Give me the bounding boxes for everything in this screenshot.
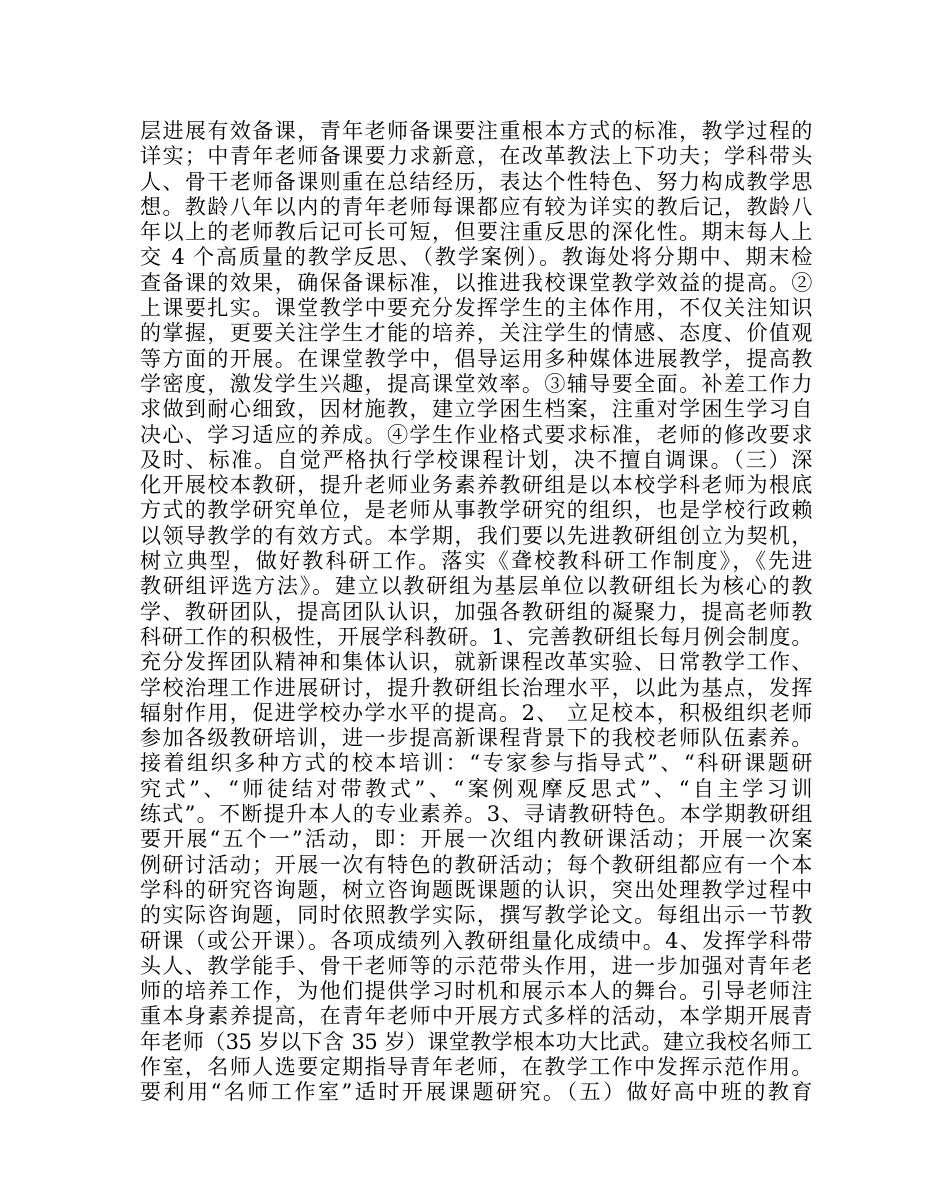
text-line: 接着组织多种方式的校本培训：“专家参与指导式”、“科研课题研	[140, 751, 812, 776]
text-line: 想。教龄八年以内的青年老师每课都应有较为详实的教后记，教龄八	[140, 194, 812, 219]
text-line: 决心、学习适应的养成。④学生作业格式要求标准，老师的修改要求	[140, 422, 812, 447]
text-line: 层进展有效备课，青年老师备课要注重根本方式的标准，教学过程的	[140, 119, 812, 143]
text-line: 参加各级教研培训，进一步提高新课程背景下的我校老师队伍素养。	[140, 726, 812, 751]
body-text	[140, 119, 812, 1106]
text-line: 教研组评选方法》。建立以教研组为基层单位以教研组长为核心的教	[140, 574, 812, 599]
text-line: 及时、标准。自觉严格执行学校课程计划，决不擅自调课。（三）深	[140, 447, 812, 472]
text-line: 学密度，激发学生兴趣，提高课堂效率。③辅导要全面。补差工作力	[140, 371, 812, 396]
text-line: 学、教研团队，提高团队认识，加强各教研组的凝聚力，提高老师教	[140, 599, 812, 624]
text-line: 例研讨活动；开展一次有特色的教研活动；每个教研组都应有一个本	[140, 852, 812, 877]
text-line: 方式的教学研究单位，是老师从事教学研究的组织，也是学校行政赖	[140, 498, 812, 523]
text-line: 研课（或公开课）。各项成绩列入教研组量化成绩中。4、发挥学科带	[140, 928, 812, 953]
text-line: 年老师（35 岁以下含 35 岁）课堂教学根本功大比武。建立我校名师工	[140, 1029, 812, 1054]
text-line: 充分发挥团队精神和集体认识，就新课程改革实验、日常教学工作、	[140, 650, 812, 675]
text-line: 学科的研究咨询题，树立咨询题既课题的认识，突出处理教学过程中	[140, 877, 812, 902]
text-line: 师的培养工作，为他们提供学习时机和展示本人的舞台。引导老师注	[140, 979, 812, 1004]
text-line: 树立典型，做好教科研工作。落实《聋校教科研工作制度》，《先进	[140, 549, 812, 574]
text-line: 辐射作用，促进学校办学水平的提高。2、 立足校本，积极组织老师	[140, 700, 812, 725]
text-line: 求做到耐心细致，因材施教，建立学困生档案，注重对学困生学习自	[140, 397, 812, 422]
text-line: 年以上的老师教后记可长可短，但要注重反思的深化性。期末每人上	[140, 220, 812, 245]
text-line: 化开展校本教研，提升老师业务素养教研组是以本校学科老师为根底	[140, 473, 812, 498]
text-line: 头人、教学能手、骨干老师等的示范带头作用，进一步加强对青年老	[140, 953, 812, 978]
text-line: 的实际咨询题，同时依照教学实际，撰写教学论文。每组出示一节教	[140, 903, 812, 928]
text-line: 作室，名师人选要定期指导青年老师，在教学工作中发挥示范作用。	[140, 1054, 812, 1079]
text-line: 科研工作的积极性，开展学科教研。1、完善教研组长每月例会制度。	[140, 624, 812, 649]
text-line: 上课要扎实。课堂教学中要充分发挥学生的主体作用，不仅关注知识	[140, 296, 812, 321]
text-line: 学校治理工作进展研讨，提升教研组长治理水平，以此为基点，发挥	[140, 675, 812, 700]
text-line: 交 4 个高质量的教学反思、（教学案例）。教诲处将分期中、期末检	[140, 245, 812, 270]
text-line: 要开展“五个一”活动，即：开展一次组内教研课活动；开展一次案	[140, 827, 812, 852]
text-line: 等方面的开展。在课堂教学中，倡导运用多种媒体进展教学，提高教	[140, 346, 812, 371]
text-line: 练式”。不断提升本人的专业素养。3、寻请教研特色。本学期教研组	[140, 802, 812, 827]
text-line: 查备课的效果，确保备课标准，以推进我校课堂教学效益的提高。②	[140, 270, 812, 295]
text-line: 要利用“名师工作室”适时开展课题研究。（五）做好高中班的教育	[140, 1080, 812, 1105]
text-line: 的掌握，更要关注学生才能的培养，关注学生的情感、态度、价值观	[140, 321, 812, 346]
text-line: 究式”、“师徒结对带教式”、“案例观摩反思式”、“自主学习训	[140, 776, 812, 801]
text-line: 人、骨干老师备课则重在总结经历，表达个性特色、努力构成教学思	[140, 169, 812, 194]
text-line: 以领导教学的有效方式。本学期，我们要以先进教研组创立为契机，	[140, 523, 812, 548]
text-line: 详实；中青年老师备课要力求新意，在改革教法上下功夫；学科带头	[140, 144, 812, 169]
text-line: 重本身素养提高，在青年老师中开展方式多样的活动，本学期开展青	[140, 1004, 812, 1029]
